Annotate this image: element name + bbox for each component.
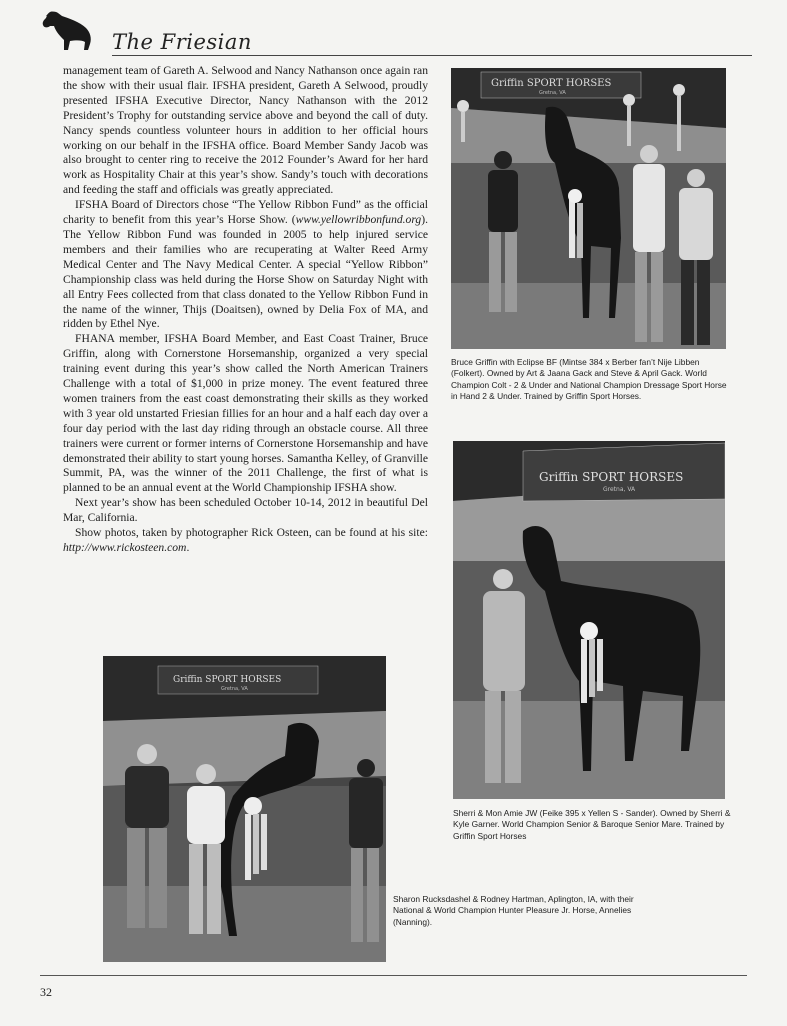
banner-subtext: Gretna, VA [221,686,248,692]
photo-mon-amie-jw [453,441,725,799]
article-paragraph [63,198,428,332]
banner-subtext: Gretna, VA [539,90,566,96]
banner-text: Griffin SPORT HORSES [539,470,684,484]
photo-annelies [103,656,386,962]
photographer-url-link[interactable]: http://www.rickosteen.com [63,541,187,554]
page-header [40,6,752,56]
photo-caption: Sherri & Mon Amie JW (Feike 395 x Yellen S - Sander). Owned by Sherri & Kyle Garner. World Champion Senior & Baroque Senior Mare. Trained by Griffin Sport Horses [453,808,731,841]
article-body [63,64,428,556]
paragraph-text: . [186,541,190,554]
article-paragraph [63,526,428,556]
banner-subtext: Gretna, VA [603,486,636,493]
charity-url-link[interactable]: www.yellowribbonfund.org [295,213,422,227]
banner-text: Griffin SPORT HORSES [173,675,282,685]
photo-eclipse-bf [451,68,726,349]
friesian-horse-logo-icon [40,8,98,52]
footer-divider [40,975,747,976]
article-paragraph: FHANA member, IFSHA Board Member, and East Coast Trainer, Bruce Griffin, along with Cornerstone Horsemanship, organized a very special training event during this year’s show called the North American Trainers Challenge with a total of $1,000 in prize money. The event featured three women trainers from the east coast demonstrating their skills as they worked with 3 year old unstarted Friesian fillies for an hour and a half each day over a four day period with the last day riding through an obstacle course. All three trainers were current or former interns of Cornerstone Horsemanship and have demonstrated their ability to start young horses. Samantha Kelley, of Granville Summit, PA, was the winner of the 2011 Challenge, the first of what is planned to be an annual event at the World Championship IFSHA show. [63,332,429,495]
page-number: 32 [40,985,52,999]
magazine-title: The Friesian [112,30,252,54]
header-divider [112,55,752,56]
photo-caption: Sharon Rucksdashel & Rodney Hartman, Aplington, IA, with their National & World Champion Hunter Pleasure Jr. Horse, Annelies (Nanning). [393,894,634,927]
paragraph-text: ). The Yellow Ribbon Fund was founded in 2005 to help injured service members and their families who are recuperating at Walter Reed Army Medical Center and The Navy Medical Center. A special “Yellow Ribbon” Championship class was held during the Horse Show on Saturday Night with all Entry Fees collected from that class donated to the Yellow Ribbon Fund in the name of the winner, Thijs (Doaitsen), owned by Delia Fox of MA, and ridden by Ethel Nye. [63,213,428,331]
paragraph-text: Show photos, taken by photographer Rick Osteen, can be found at his site: [75,526,428,540]
paragraph-text: IFSHA Board of Directors chose “The Yellow Ribbon Fund” as the official charity to benefit from this year’s Horse Show. ( [63,198,428,227]
article-paragraph: Next year’s show has been scheduled October 10-14, 2012 in beautiful Del Mar, California. [63,496,428,525]
article-paragraph: management team of Gareth A. Selwood and Nancy Nathanson once again ran the show with their usual flair. IFSHA president, Gareth A Selwood, proudly presented IFSHA Executive Director, Nancy Nathanson with the 2012 President’s Trophy for outstanding service above and beyond the call of duty. Nancy spends countless volunteer hours in addition to her official hours working on our behalf in the IFSHA office. Board Member Sandy Jacob was also brought to center ring to receive the 2012 Founder’s Award for her hard work as Hospitality Chair at this year’s show. Sandy’s touch with decorations and feeding the staff and officials was greatly appreciated. [63,64,428,197]
banner-text: Griffin SPORT HORSES [491,78,612,89]
photo-caption: Bruce Griffin with Eclipse BF (Mintse 384 x Berber fan’t Nije Libben (Folkert). Owned by Art & Jaana Gack and Steve & April Gack. World Champion Colt - 2 & Under and National Champion Dressage Sport Horse in Hand 2 & Under. Trained by Griffin Sport Horses. [451,357,727,402]
